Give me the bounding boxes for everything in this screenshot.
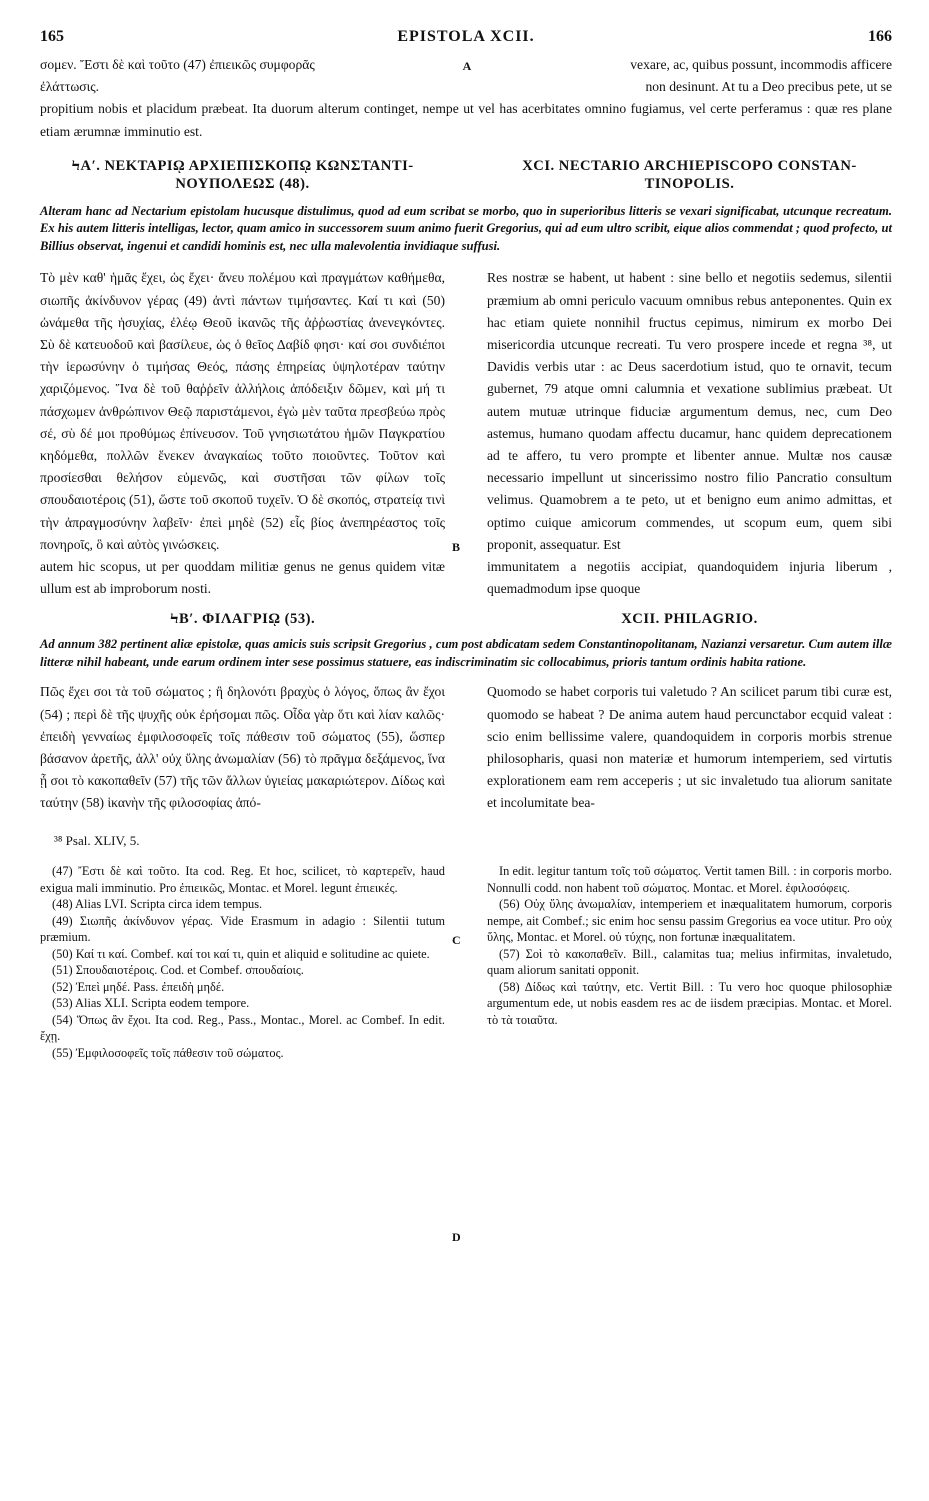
footnote-item: (48) Alias LVI. Scripta circa idem tempus. [52,897,263,912]
letter-92-greek-text: Πῶς ἔχει σοι τὰ τοῦ σώματος ; ἢ δηλονότι βραχὺς ὁ λόγος, ὅπως ἂν ἔχοι (54) ; περὶ δὲ τῆς ψυχῆς οὐκ ἐρήσομαι πῶς. Οἶδα γὰρ ὅτι καὶ λίαν καλῶς· ἐπειδὴ γενναίως ἐμφιλοσοφεῖς τοῖς πάθεσιν τοῦ σώματος (55), ὥσπερ βάσανον ἀρετῆς, ἀλλ' οὐχ ὕλης ἀνωμαλίαν (56) τὸ πρᾶγμα δεξάμενος, ἵνα ᾖ σοι τὸ κακοπαθεῖν (57) τῆς τῶν ἄλλων ὑγιείας μακαριώτερον. Δίδως καὶ ταύτην (58) ἱκανὴν τῆς φιλοσοφίας ἀπό- [40,684,445,811]
letter-92-argument: Ad annum 382 pertinent aliæ epistolæ, quas amicis suis scripsit Gregorius , cum post abdicatam sedem Constantinopolitanam, Nazianzi versaretur. Cum autem illæ litteræ nihil habeant, unde earum ordinem inter sese possimus statuere, eas indiscriminatim sic collocabimus, prioris tantum ordinis habita ratione. [40,637,892,669]
letter-92-latin-title: XCII. PHILAGRIO. [621,611,758,628]
prev-latin-line-2: non desinunt. At tu a Deo precibus pete, ut se [645,79,892,95]
prev-greek-line-2: ἐλάττωσις. [40,79,100,95]
previous-letter-ending [40,54,892,143]
letter-91-latin-tail-right: immunitatem a negotiis accipiat, quandoquidem injuria liberum , quemadmodum ipse quoque [487,558,892,597]
footnotes-left-column [40,863,445,1061]
letter-91-latin-tail-left: autem hic scopus, ut per quoddam militiæ genus ne genus quidem vitæ ullum est ab improborum nosti. [40,558,445,597]
prev-greek-line-1: σομεν. Ἔστι δὲ καὶ τοῦτο (47) ἐπιεικῶς συμφορᾶς [40,57,315,72]
footnote-item: (53) Alias XLI. Scripta eodem tempore. [52,996,250,1011]
right-page-number: 166 [868,28,892,45]
margin-letter-c: C [452,933,461,947]
letter-91-latin-title: XCI. NECTARIO ARCHIEPISCOPO CONSTAN-TINOPOLIS. [522,157,857,192]
footnote-item: (54) Ὅπως ἂν ἔχοι. Ita cod. Reg., Pass., Montac., Morel. ac Combef. In edit. ἔχῃ. [40,1012,445,1044]
footnote-item: (56) Οὐχ ὕλης ἀνωμαλίαν, intemperiem et inæqualitatem humorum, corporis nempe, ait Combef.; sic enim hoc sensu passim Gregorius ea voce utitur. Pro οὐχ ὕλης, Montac. et Morel. οὐ τύχης, non fortunæ inæqualitatem. [487,897,892,945]
footnote-item: (50) Καί τι καί. Combef. καί τοι καί τι, quin et aliquid e solitudine ac quiete. [52,946,430,961]
footnote-item: (51) Σπουδαιοτέροις. Cod. et Combef. σπουδαίοις. [52,963,304,978]
footnote-item: (49) Σιωπῆς ἀκίνδυνον γέρας. Vide Erasmum in adagio : Silentii tutum præmium. [40,913,445,945]
letter-91-argument: Alteram hanc ad Nectarium epistolam hucusque distulimus, quod ad eum scribat se morbo, quo in superioribus litteris se vexari significabat, utcunque recreatum. Ex his autem litteris intelligas, lector, quam amico in successorem suum animo fuerit Gregorius, qui ad eum ultro scribit, eique alios commendat ; quod profecto, ut Billius observat, ingenui et candidi hominis est, nec ulla malevolentia invidiaque suffusi. [40,203,892,253]
margin-letter-b: B [452,540,461,554]
scripture-footnote: ³⁸ Psal. XLIV, 5. [54,832,140,848]
footnote-item: (52) Ἐπεὶ μηδέ. Pass. ἐπειδὴ μηδέ. [52,979,225,994]
footnote-item: In edit. legitur tantum τοῖς τοῦ σώματος. Vertit tamen Bill. : in corporis morbo. Nonnulli codd. non habent τοῦ σώματος. Montac. et Morel. ἐφιλοσόφεις. [487,864,892,895]
letter-91-latin-text: Res nostræ se habent, ut habent : sine bello et negotiis sedemus, silentii præmium ab omni periculo vacuum omnibus rebus anteponentes. Quin ex hac etiam quiete nonnihil fructus cepimus, nimirum ex morbo Dei misericordia utcunque recreati. Tu vero prospere incede et regna ³⁸, ut Davidis verbis utar : ac Deus sacerdotium istud, quo te ornavit, tecum gubernet, 79 atque omni calumnia et vexatione sublimius præbeat. Ut autem mutuæ utrinque fiduciæ argumentum demus, nec, cum Deo astemus, humano quodam affectu ducamur, hanc quidem deprecationem ad te affero, tu vero prompte et libenter annue. Multæ nos causæ necessario impellunt ut sincerissimo nostro filio Pancratio consultum velimus. Quamobrem a te peto, ut et benigno eum animo admittas, et optimo cuique amicorum commendes, ut scopum eum, quem sibi proponit, assequatur. Est [487,270,892,552]
margin-letter-a: A [462,59,472,73]
letter-92-latin-text: Quomodo se habet corporis tui valetudo ? An scilicet parum tibi curæ est, quomodo se habeat ? De anima autem haud percunctabor ecquid valeat : scio enim bellissime valere, quandoquidem in corporis morbis strenue philosopharis, quasi non materiæ et humorum intemperiem, sed virtutis explorationem eam rem acceperis ; ut sic invaletudo tua aliorum sanitate et incolumitate bea- [487,684,892,811]
margin-letter-d: D [452,1230,461,1244]
letter-91-greek-title: ϞΑʹ. ΝΕΚΤΑΡΙῼ ΑΡΧΙΕΠΙΣΚΟΠῼ ΚΩΝΣΤΑΝΤΙ-ΝΟΥΠΟΛΕΩΣ (48). [71,157,414,192]
prev-latin-line-1: vexare, ac, quibus possunt, incommodis afficere [630,57,892,72]
running-header [40,28,892,54]
letter-91-tail [40,556,892,600]
footnote-item: (47) Ἔστι δὲ καὶ τοῦτο. Ita cod. Reg. Et hoc, scilicet, τὸ καρτερεῖν, haud exigua mali imminutio. Pro ἐπιεικῶς, Montac. et Morel. legunt ἐπιεικές. [40,864,445,895]
critical-footnotes [40,863,892,1244]
letter-91-body [40,267,892,556]
letter-91-greek-text: Τὸ μὲν καθ' ἡμᾶς ἔχει, ὡς ἔχει· ἄνευ πολέμου καὶ πραγμάτων καθήμεθα, σιωπῆς ἀκίνδυνον γέρας (49) ἀντὶ πάντων τιμήσαντες. Καί τι καὶ (50) ὠνάμεθα τῆς ἡσυχίας, ἐλέῳ Θεοῦ ἱκανῶς τῆς ἀῤῥωστίας ἀνενεγκόντες. Σὺ δὲ κατευοδοῦ καὶ βασίλευε, ὡς ὁ θεῖος Δαβίδ φησι· καί σοι συνδιέποι τὴν ἱερωσύνην ὁ τιμήσας Θεός, πάσης ἐπηρείας ὑψηλοτέραν ταύτην χαριζόμενος. Ἵνα δὲ τοῦ θαῤῥεῖν ἀλλήλοις ἀπόδειξιν δῶμεν, καὶ μή τι πάσχωμεν ἀνθρώπινον Θεῷ παριστάμενοι, ἐγὼ μὲν ταῦτα πρεσβεύω πρὸς σέ, σὺ δέ μοι προθύμως ἐπίνευσον. Τοῦ γνησιωτάτου ἡμῶν Παγκρατίου κηδόμεθα, πολλῶν ἕνεκεν ἀναγκαίως τοῦτο ποιοῦντες. Τοῦτον καὶ προσίεσθαι θελήσον εὐμενῶς, καὶ συστῆσαι τῶν φίλων τοῖς σπουδαιοτέροις (51), ὥστε τοῦ σκοποῦ τυχεῖν. Ὁ δὲ σκοπός, στρατείᾳ τινὶ τὴν ἀπραγμοσύνην λαβεῖν· ἐπεὶ μηδὲ (52) εἷς βίος ἀνεπηρέαστος τοῖς πονηροῖς, ὃ καὶ αὐτὸς γινώσκεις. [40,270,445,552]
left-page-number: 165 [40,28,64,45]
page [40,28,892,1244]
footnotes-right-column [487,863,892,1061]
running-title: EPISTOLA XCII. [397,28,535,45]
letter-92-titles [40,610,892,628]
letter-91-titles [40,157,892,193]
prev-latin-rest: propitium nobis et placidum præbeat. Ita duorum alterum continget, nempe ut vel has acerbitates omnino fugiamus, vel certe perferamus : quæ res plane etiam ærumnæ imminutio est. [40,101,892,139]
footnote-item: (58) Δίδως καὶ ταύτην, etc. Vertit Bill. : Tu vero hoc quoque philosophiæ argumentum ede, ut nobis easdem res ac de iisdem præcipias. Montac. et Morel. τὸ τὰ τοιαῦτα. [487,979,892,1027]
footnote-item: (55) Ἐμφιλοσοφεῖς τοῖς πάθεσιν τοῦ σώματος. [52,1045,284,1060]
footnote-item: (57) Σοὶ τὸ κακοπαθεῖν. Bill., calamitas tua; melius infirmitas, invaletudo, quam aliorum sanitati opponit. [487,946,892,978]
letter-92-greek-title: ϞΒʹ. ΦΙΛΑΓΡΙῼ (53). [169,611,316,628]
